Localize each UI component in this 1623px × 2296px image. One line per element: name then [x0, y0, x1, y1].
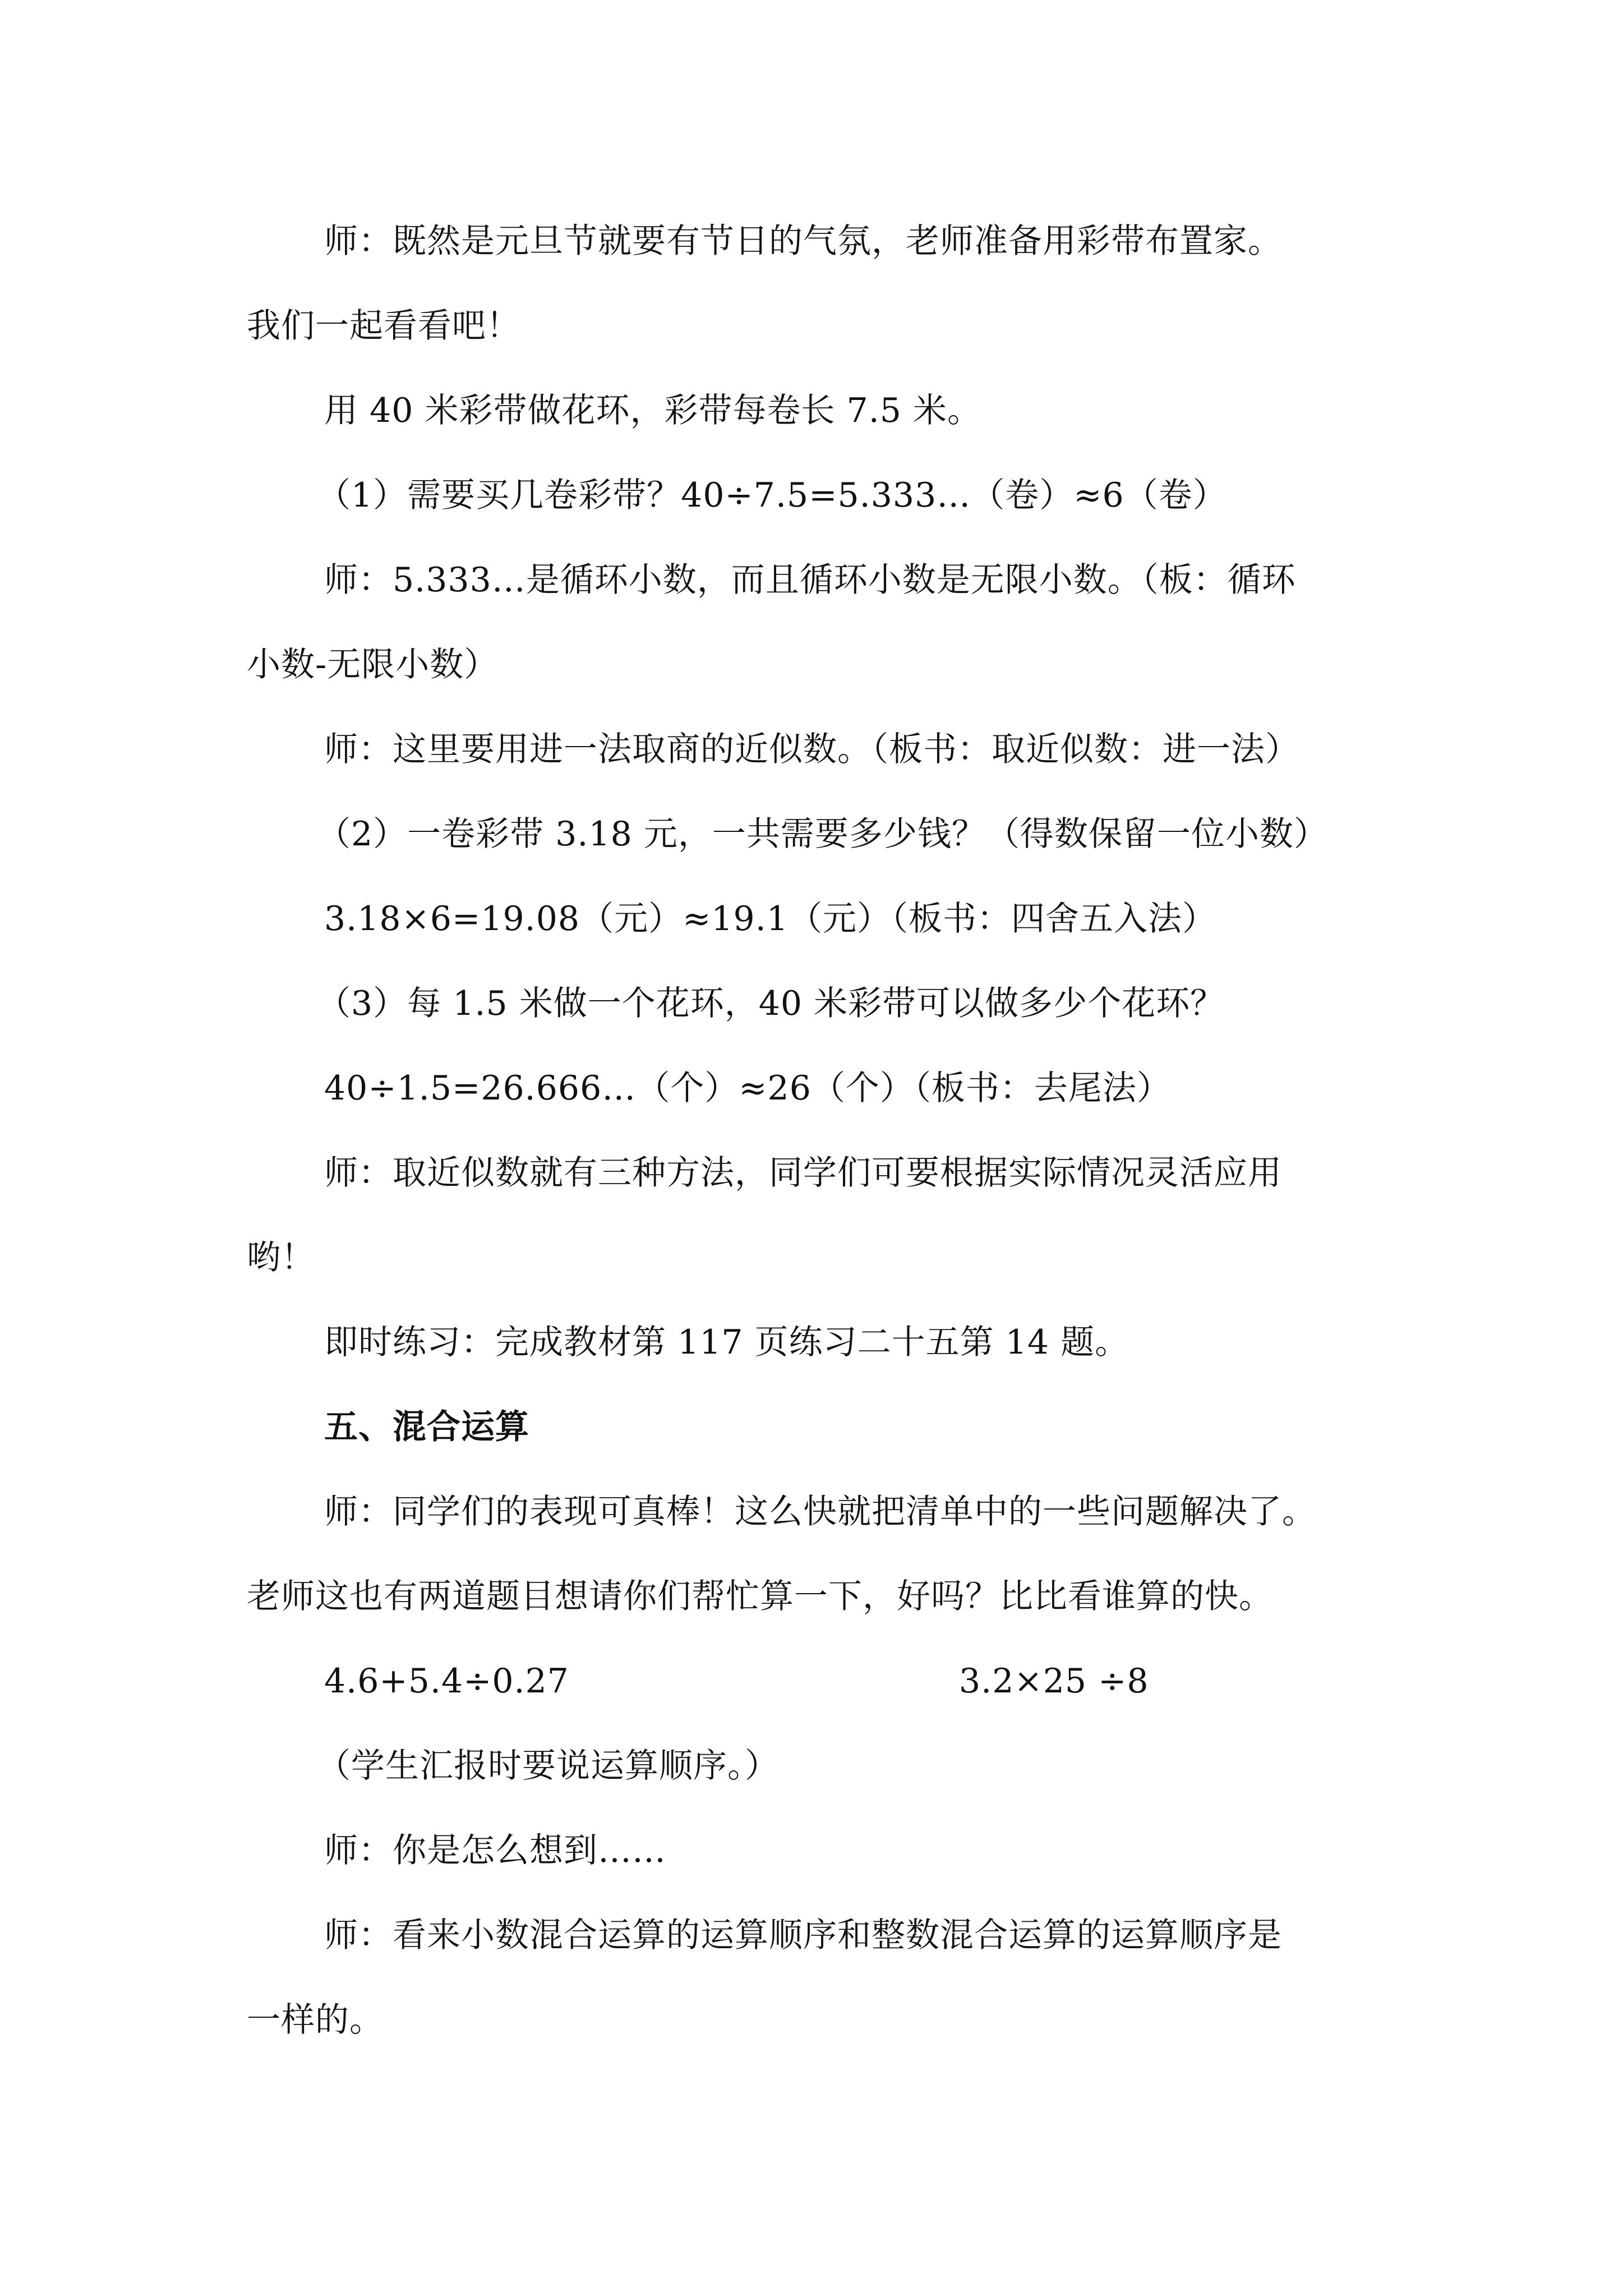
paragraph-line: （1）需要买几卷彩带？40÷7.5=5.333…（卷）≈6（卷）: [317, 476, 1227, 515]
exercise-line: 即时练习：完成教材第 117 页练习二十五第 14 题。: [324, 1323, 1129, 1362]
paragraph-line: 师：5.333…是循环小数，而且循环小数是无限小数。（板：循环: [324, 560, 1296, 600]
paragraph-line: 师：你是怎么想到……: [324, 1831, 666, 1870]
paragraph-line: 师：既然是元旦节就要有节日的气氛，老师准备用彩带布置家。: [324, 222, 1282, 261]
paragraph-line: （2）一卷彩带 3.18 元，一共需要多少钱？（得数保留一位小数）: [317, 815, 1328, 854]
paragraph-line: 小数-无限小数）: [247, 645, 499, 684]
paragraph-line: 用 40 米彩带做花环，彩带每卷长 7.5 米。: [324, 391, 982, 430]
paragraph-line: 师：看来小数混合运算的运算顺序和整数混合运算的运算顺序是: [324, 1916, 1282, 1955]
expression-left: 4.6+5.4÷0.27: [324, 1662, 569, 1701]
paragraph-line: 师：同学们的表现可真棒！这么快就把清单中的一些问题解决了。: [324, 1492, 1316, 1531]
paragraph-line: 师：取近似数就有三种方法，同学们可要根据实际情况灵活应用: [324, 1153, 1282, 1193]
formula-line: 40÷1.5=26.666…（个）≈26（个）（板书：去尾法）: [324, 1069, 1171, 1108]
paragraph-line: （3）每 1.5 米做一个花环，40 米彩带可以做多少个花环？: [317, 984, 1225, 1023]
section-heading: 五、混合运算: [324, 1407, 529, 1447]
paragraph-line: 一样的。: [247, 2000, 384, 2040]
paragraph-line: （学生汇报时要说运算顺序。）: [317, 1746, 779, 1786]
paragraph-line: 老师这也有两道题目想请你们帮忙算一下，好吗？比比看谁算的快。: [247, 1577, 1273, 1616]
paragraph-line: 哟！: [247, 1238, 315, 1277]
paragraph-line: 师：这里要用进一法取商的近似数。（板书：取近似数：进一法）: [324, 730, 1299, 769]
expression-right: 3.2×25 ÷8: [959, 1662, 1149, 1701]
formula-line: 3.18×6=19.08（元）≈19.1（元）（板书：四舍五入法）: [324, 899, 1216, 938]
paragraph-line: 我们一起看看吧！: [247, 306, 520, 346]
